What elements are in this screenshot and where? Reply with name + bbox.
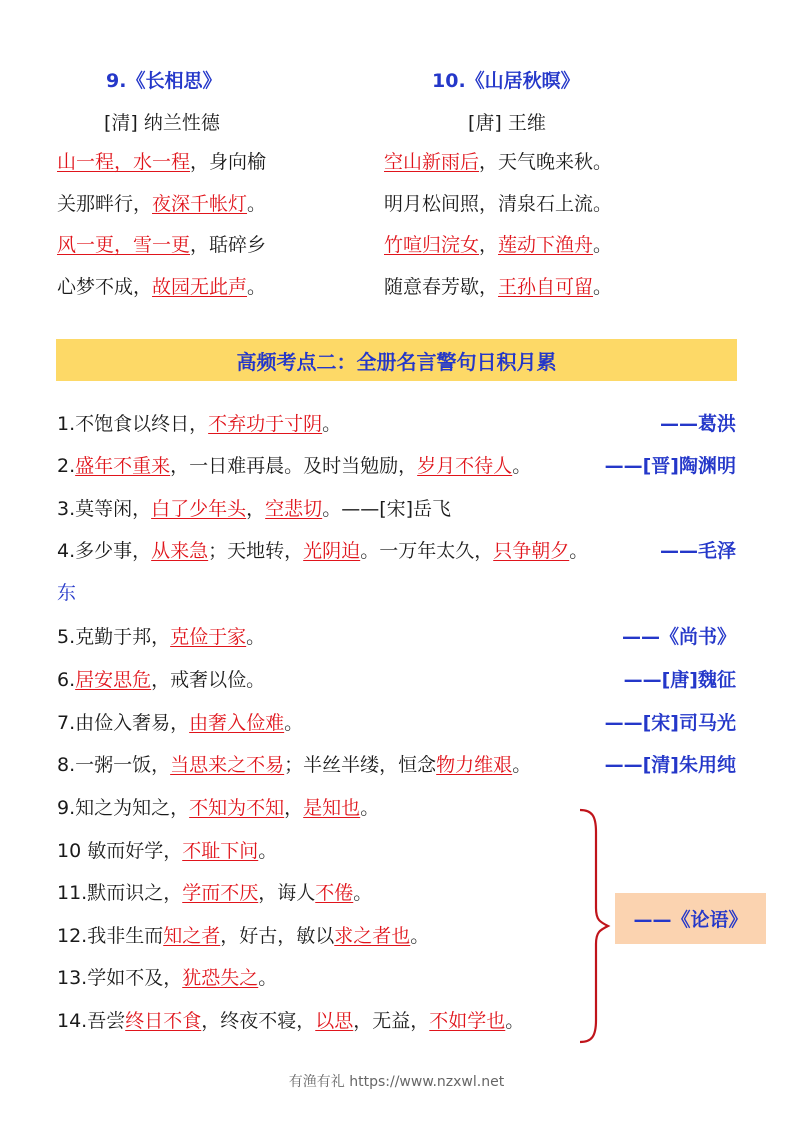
line-text: 1.不饱食以终日， (57, 413, 209, 435)
answer-blank: 从来急 (151, 540, 209, 562)
poem-title: 10.《山居秋暝》 (432, 70, 580, 92)
answer-blank: 岁月不待人 (417, 455, 513, 477)
quote-attribution: ——[唐]魏征 (623, 669, 736, 691)
quote-line (57, 539, 588, 563)
answer-blank: 求之者也 (334, 925, 411, 947)
line-text: 。 (284, 712, 304, 734)
answer-blank: 物力维艰 (436, 754, 513, 776)
poem-author: [清] 纳兰性德 (104, 112, 220, 134)
line-text: ， (479, 234, 499, 256)
poem-line (384, 233, 612, 257)
line-text: 12.我非生而 (57, 925, 164, 947)
line-text: ；天地转， (208, 540, 304, 562)
line-text: 。 (353, 882, 373, 904)
quote-line (57, 668, 265, 692)
poem-line (57, 275, 266, 299)
line-text: 。 (258, 840, 278, 862)
answer-blank: 空山新雨后 (384, 151, 480, 173)
answer-blank: 不如学也 (429, 1010, 506, 1032)
line-text: 明月松间照，清泉石上流。 (384, 193, 613, 215)
line-text: 。 (247, 193, 267, 215)
line-text: 8.一粥一饭， (57, 754, 171, 776)
line-text: ，一日难再晨。及时当勉励， (170, 455, 418, 477)
line-text: ，身向榆 (190, 151, 267, 173)
line-text: 13.学如不及， (57, 967, 183, 989)
answer-blank: 故园无此声 (152, 276, 248, 298)
attribution-wrap: 东 (57, 582, 77, 604)
line-text: 。 (569, 540, 589, 562)
answer-blank: 由奢入俭难 (189, 712, 285, 734)
quote-line (57, 839, 277, 863)
line-text: 。 (593, 276, 613, 298)
answer-blank: 知之者 (163, 925, 221, 947)
line-text: ，天气晚来秋。 (479, 151, 613, 173)
quote-line (57, 454, 531, 478)
quote-attribution: ——《尚书》 (621, 626, 736, 648)
quote-line (57, 796, 379, 820)
quote-line (57, 966, 277, 990)
line-text: 14.吾尝 (57, 1010, 126, 1032)
line-text: 。——[宋]岳飞 (322, 498, 452, 520)
line-text: 7.由俭入奢易， (57, 712, 190, 734)
quote-line (57, 497, 451, 521)
section-banner (56, 339, 737, 381)
line-text: 10 敏而好学， (57, 840, 183, 862)
answer-blank: 莲动下渔舟 (498, 234, 594, 256)
answer-blank: 当思来之不易 (170, 754, 285, 776)
poem-line (57, 150, 266, 174)
line-text: 3.莫等闲， (57, 498, 152, 520)
quote-line (57, 625, 265, 649)
line-text: 。 (512, 754, 532, 776)
line-text: ，戒奢以俭。 (151, 669, 266, 691)
answer-blank: 白了少年头 (151, 498, 247, 520)
line-text: 5.克勤于邦， (57, 626, 171, 648)
quote-attribution: ——葛洪 (659, 413, 736, 435)
footer-watermark: 有渔有礼 https://www.nzxwl.net (288, 1074, 505, 1090)
lunyu-attribution: ——《论语》 (633, 909, 748, 931)
quote-line (57, 881, 372, 905)
poem-author: [唐] 王维 (468, 112, 546, 134)
answer-blank: 盛年不重来 (75, 455, 171, 477)
answer-blank: 学而不厌 (182, 882, 259, 904)
line-text: ， (246, 498, 266, 520)
answer-blank: 只争朝夕 (493, 540, 570, 562)
right-brace-icon (574, 808, 614, 1044)
answer-blank: 竹喧归浣女 (384, 234, 480, 256)
line-text: 。 (512, 455, 532, 477)
answer-blank: 犹恐失之 (182, 967, 259, 989)
line-text: ，好古，敏以 (220, 925, 335, 947)
line-text: 。一万年太久， (360, 540, 494, 562)
line-text: 。 (593, 234, 613, 256)
line-text: 9.知之为知之， (57, 797, 190, 819)
poem-line (384, 192, 612, 216)
line-text: 。 (258, 967, 278, 989)
quote-attribution: ——[宋]司马光 (604, 712, 736, 734)
line-text: ， (284, 797, 304, 819)
section-title: 高频考点二：全册名言警句日积月累 (236, 349, 557, 374)
answer-blank: 不弃功于寸阴 (208, 413, 323, 435)
quote-attribution: ——毛泽 (659, 540, 736, 562)
poem-line (384, 150, 612, 174)
line-text: ，聒碎乡 (190, 234, 267, 256)
answer-blank: 风一更，雪一更 (57, 234, 191, 256)
quote-attribution: ——[清]朱用纯 (604, 754, 736, 776)
line-text: 。 (246, 626, 266, 648)
answer-blank: 不耻下问 (182, 840, 259, 862)
answer-blank: 空悲切 (265, 498, 323, 520)
answer-blank: 夜深千帐灯 (152, 193, 248, 215)
line-text: 关那畔行， (57, 193, 153, 215)
answer-blank: 不倦 (315, 882, 354, 904)
answer-blank: 山一程，水一程 (57, 151, 191, 173)
answer-blank: 王孙自可留 (498, 276, 594, 298)
line-text: 。 (505, 1010, 525, 1032)
answer-blank: 不知为不知 (189, 797, 285, 819)
answer-blank: 光阴迫 (303, 540, 361, 562)
line-text: ；半丝半缕，恒念 (284, 754, 437, 776)
quote-line (57, 412, 341, 436)
line-text: 11.默而识之， (57, 882, 183, 904)
quote-line (57, 1009, 524, 1033)
poem-line (57, 233, 266, 257)
line-text: 。 (247, 276, 267, 298)
line-text: 6. (57, 669, 76, 691)
answer-blank: 是知也 (303, 797, 361, 819)
quote-line (57, 711, 303, 735)
quote-line (57, 753, 531, 777)
poem-line (384, 275, 612, 299)
line-text: 4.多少事， (57, 540, 152, 562)
line-text: ，无益， (353, 1010, 430, 1032)
line-text: 心梦不成， (57, 276, 153, 298)
line-text: ，诲人 (258, 882, 316, 904)
line-text: 。 (410, 925, 430, 947)
poem-line (57, 192, 266, 216)
quote-line (57, 924, 429, 948)
line-text: 随意春芳歇， (384, 276, 499, 298)
answer-blank: 以思 (315, 1010, 354, 1032)
line-text: 。 (360, 797, 380, 819)
line-text: 2. (57, 455, 76, 477)
answer-blank: 克俭于家 (170, 626, 247, 648)
answer-blank: 终日不食 (125, 1010, 202, 1032)
quote-attribution: ——[晋]陶渊明 (604, 455, 736, 477)
poem-title: 9.《长相思》 (106, 70, 222, 92)
line-text: 。 (322, 413, 342, 435)
lunyu-attribution-box (615, 893, 766, 944)
answer-blank: 居安思危 (75, 669, 152, 691)
line-text: ，终夜不寝， (201, 1010, 316, 1032)
